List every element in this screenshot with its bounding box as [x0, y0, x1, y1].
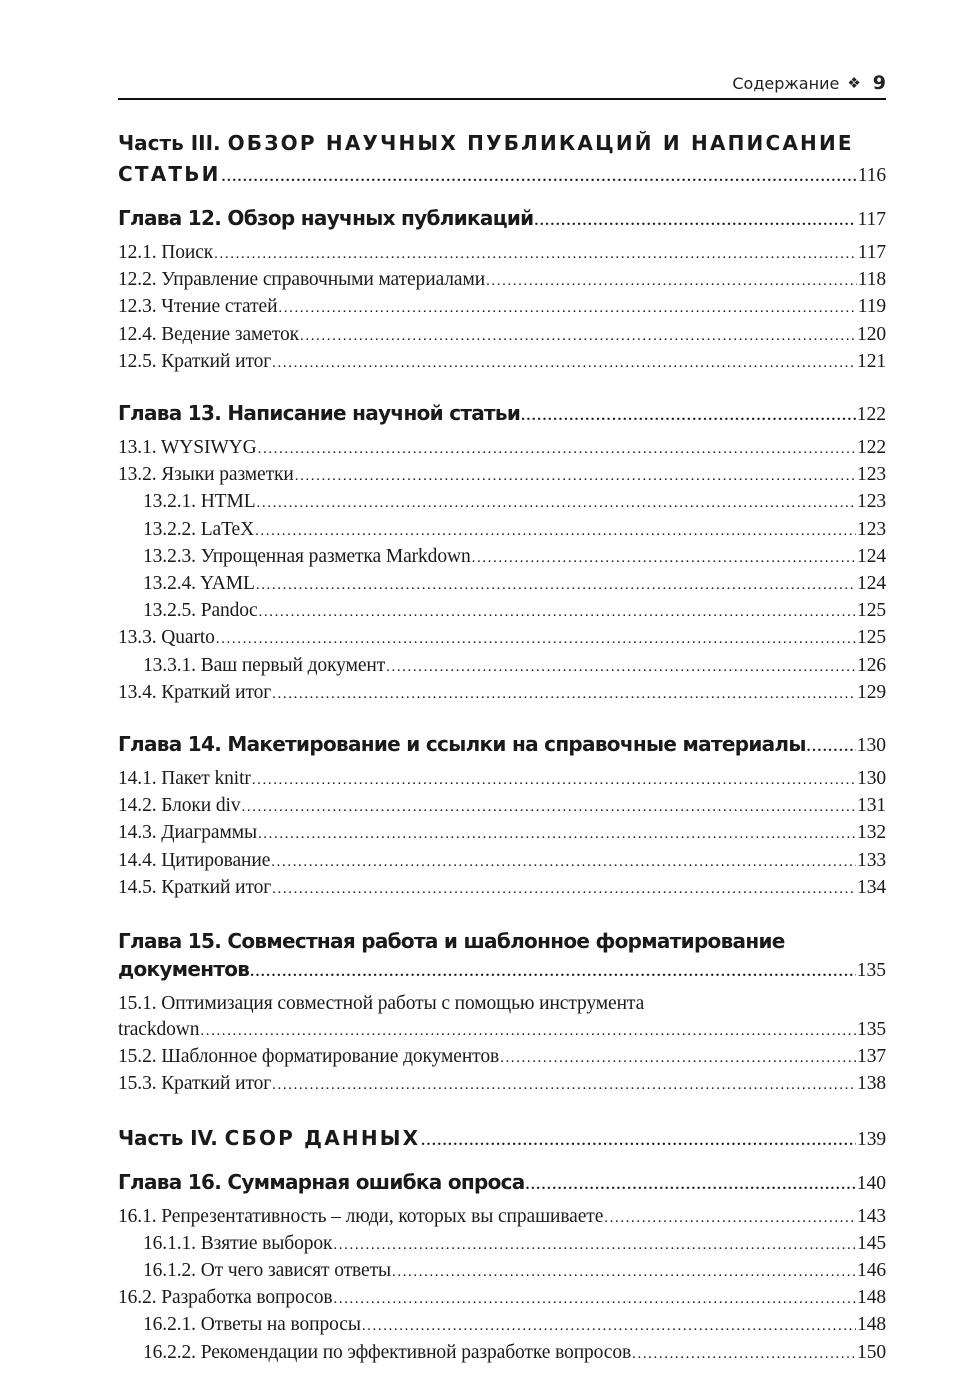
dot-leader — [526, 1172, 856, 1198]
toc-title: СТАТЬИ — [118, 162, 221, 186]
toc-page: 130 — [856, 735, 886, 757]
dot-leader — [534, 208, 856, 234]
toc-page: 122 — [856, 404, 886, 426]
toc-entry-15-1-line1[interactable]: 15.1. Оптимизация совместной работы с помощью инструмента — [118, 993, 645, 1015]
toc-page: 135 — [856, 960, 886, 982]
toc-entry-12-5[interactable]: 12.5. Краткий итог ..... 121 — [118, 349, 886, 376]
toc-entry-16-2-1[interactable]: 16.2.1. Ответы на вопросы ..... 148 — [118, 1312, 886, 1339]
page-number: 9 — [872, 72, 886, 94]
toc-title: Часть IV. СБОР ДАННЫХ — [118, 1125, 421, 1150]
toc-entry-13-2-4[interactable]: 13.2.4. YAML ..... 124 — [118, 571, 886, 598]
toc-part-3[interactable] — [118, 159, 886, 193]
dot-leader — [421, 1126, 856, 1157]
toc-entry-15-3[interactable]: 15.3. Краткий итог ..... 138 — [118, 1071, 886, 1098]
header-rule — [118, 98, 886, 100]
toc-chapter-16[interactable] — [118, 1169, 886, 1198]
toc-entry-16-1-1[interactable]: 16.1.1. Взятие выборок ..... 145 — [118, 1231, 886, 1258]
table-of-contents — [118, 128, 886, 1367]
toc-entry-12-1[interactable]: 12.1. Поиск ..... 117 — [118, 240, 886, 267]
toc-entry-14-5[interactable]: 14.5. Краткий итог ..... 134 — [118, 875, 886, 902]
toc-entry-16-2-2[interactable]: 16.2.2. Рекомендации по эффективной разработке вопросов ..... 150 — [118, 1340, 886, 1367]
toc-entry-13-2-2[interactable]: 13.2.2. LaTeX ..... 123 — [118, 517, 886, 544]
toc-entry-13-1[interactable]: 13.1. WYSIWYG ..... 122 — [118, 435, 886, 462]
toc-entry-13-3-1[interactable]: 13.3.1. Ваш первый документ ..... 126 — [118, 653, 886, 680]
toc-chapter-15[interactable] — [118, 956, 886, 985]
dot-leader — [222, 162, 857, 193]
toc-page: 116 — [857, 165, 886, 186]
dot-leader — [807, 734, 856, 760]
toc-page: 139 — [857, 1128, 886, 1150]
dot-leader — [521, 403, 856, 429]
toc-entry-16-2[interactable]: 16.2. Разработка вопросов ..... 148 — [118, 1285, 886, 1312]
toc-entry-13-2-5[interactable]: 13.2.5. Pandoc ..... 125 — [118, 598, 886, 625]
toc-title: Глава 16. Суммарная ошибка опроса — [118, 1169, 525, 1194]
toc-entry-13-2[interactable]: 13.2. Языки разметки ..... 123 — [118, 462, 886, 489]
ornament-diamond-icon: ❖ — [847, 73, 861, 92]
toc-entry-16-1[interactable]: 16.1. Репрезентативность – люди, которых вы спрашиваете ..... 143 — [118, 1204, 886, 1231]
toc-entry-15-1[interactable]: trackdown ..... 135 — [118, 1017, 886, 1044]
toc-chapter-13[interactable] — [118, 400, 886, 429]
toc-entry-14-2[interactable]: 14.2. Блоки div ..... 131 — [118, 793, 886, 820]
toc-entry-13-3[interactable]: 13.3. Quarto ..... 125 — [118, 625, 886, 652]
toc-entry-14-1[interactable]: 14.1. Пакет knitr ..... 130 — [118, 766, 886, 793]
toc-title: Глава 14. Макетирование и ссылки на справочные материалы — [118, 732, 806, 757]
toc-entry-14-4[interactable]: 14.4. Цитирование ..... 133 — [118, 848, 886, 875]
toc-page: 117 — [857, 209, 886, 230]
toc-entry-13-4[interactable]: 13.4. Краткий итог ..... 129 — [118, 680, 886, 707]
toc-entry-12-4[interactable]: 12.4. Ведение заметок ..... 120 — [118, 322, 886, 349]
toc-entry-15-2[interactable]: 15.2. Шаблонное форматирование документов ..... 137 — [118, 1044, 886, 1071]
toc-part-3-line1[interactable]: Часть III. ОБЗОР НАУЧНЫХ ПУБЛИКАЦИЙ И НАПИСАНИЕ — [118, 131, 854, 155]
toc-chapter-14[interactable] — [118, 731, 886, 760]
toc-chapter-15-line1[interactable]: Глава 15. Совместная работа и шаблонное форматирование — [118, 929, 785, 954]
toc-entry-12-3[interactable]: 12.3. Чтение статей ..... 119 — [118, 294, 886, 321]
toc-page: 140 — [856, 1172, 886, 1194]
toc-entry-12-2[interactable]: 12.2. Управление справочными материалами ..... 118 — [118, 267, 886, 294]
toc-entry-13-2-3[interactable]: 13.2.3. Упрощенная разметка Markdown ..... 124 — [118, 544, 886, 571]
toc-part-4[interactable] — [118, 1123, 886, 1157]
toc-title: Глава 13. Написание научной статьи — [118, 401, 521, 426]
toc-chapter-12[interactable] — [118, 205, 886, 234]
toc-entry-14-3[interactable]: 14.3. Диаграммы ..... 132 — [118, 820, 886, 847]
toc-entry-13-2-1[interactable]: 13.2.1. HTML ..... 123 — [118, 489, 886, 516]
toc-entry-16-1-2[interactable]: 16.1.2. От чего зависят ответы ..... 146 — [118, 1258, 886, 1285]
running-header — [732, 70, 886, 96]
toc-title: документов — [118, 957, 250, 982]
dot-leader — [250, 959, 856, 985]
running-header-title: Содержание — [732, 73, 840, 93]
toc-title: Глава 12. Обзор научных публикаций — [118, 206, 534, 230]
